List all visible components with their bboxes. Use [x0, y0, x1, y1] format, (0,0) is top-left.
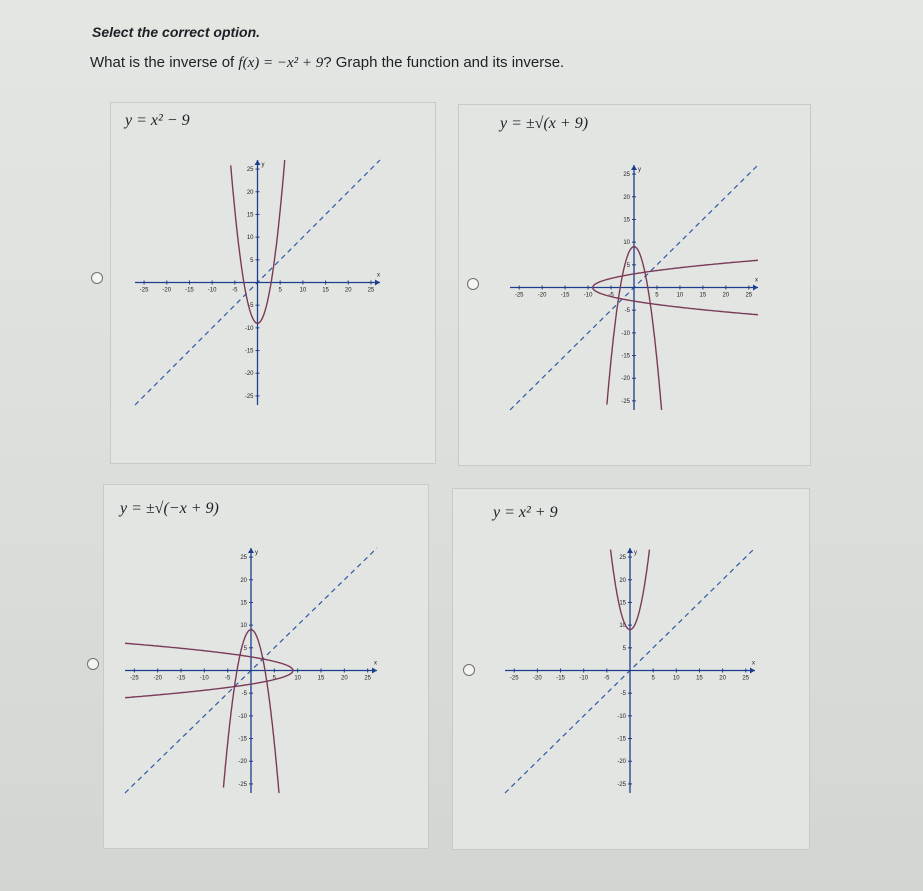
x-tick-label: 5 [272, 675, 277, 682]
y-tick-label: -5 [248, 303, 254, 310]
y-tick-label: -20 [244, 371, 254, 378]
option-a-equation: y = x² − 9 [125, 112, 190, 129]
x-tick-label: 10 [299, 287, 307, 294]
y-tick-label: 5 [250, 257, 254, 264]
y-tick-label: 15 [619, 600, 626, 607]
y-tick-label: -10 [238, 713, 247, 720]
y-tick-label: -5 [620, 691, 626, 698]
x-tick-label: 20 [722, 292, 730, 299]
option-d-equation: y = x² + 9 [493, 504, 558, 521]
option-c-radio[interactable] [87, 658, 99, 670]
x-tick-label: 25 [364, 675, 372, 682]
y-tick-label: 10 [623, 240, 630, 247]
x-tick-label: 10 [676, 292, 684, 299]
inverse-curve-upper [593, 260, 758, 287]
inverse-curve-upper [125, 643, 293, 670]
option-d-graph [505, 548, 755, 793]
y-tick-label: 15 [623, 217, 630, 224]
option-b-radio[interactable] [467, 278, 479, 290]
y-tick-label: 5 [622, 645, 626, 652]
x-tick-label: 15 [317, 675, 325, 682]
x-tick-label: 15 [699, 292, 707, 299]
x-tick-label: -15 [556, 675, 565, 682]
x-axis-label: x [752, 660, 755, 667]
x-tick-label: 25 [367, 287, 375, 294]
option-b-graph [510, 165, 758, 410]
y-tick-label: 20 [240, 577, 247, 584]
x-tick-label: 25 [745, 292, 753, 299]
y-axis-arrow [631, 165, 637, 170]
x-tick-label: 10 [672, 675, 680, 682]
y-tick-label: -25 [621, 398, 630, 405]
y-tick-label: 25 [246, 167, 254, 174]
y-axis-label: y [634, 550, 637, 556]
x-tick-label: -25 [514, 292, 524, 299]
y-tick-label: 20 [623, 194, 630, 201]
x-tick-label: -10 [199, 675, 209, 682]
x-tick-label: 25 [742, 675, 750, 682]
y-tick-label: 10 [619, 623, 626, 630]
option-c-graph [125, 548, 377, 793]
x-tick-label: 10 [294, 675, 302, 682]
y-tick-label: -25 [244, 393, 254, 400]
x-tick-label: 15 [696, 675, 703, 682]
x-tick-label: -25 [129, 675, 139, 682]
instruction: Select the correct option. [92, 24, 261, 40]
x-tick-label: -15 [560, 292, 570, 299]
y-tick-label: 25 [240, 555, 247, 562]
y-axis-label: y [261, 162, 265, 168]
x-tick-label: -25 [139, 287, 149, 294]
y-tick-label: -5 [624, 308, 630, 315]
x-tick-label: 5 [651, 675, 655, 682]
x-tick-label: 15 [322, 287, 329, 294]
x-tick-label: 5 [278, 287, 282, 294]
y-tick-label: -15 [244, 348, 254, 355]
y-axis-arrow [255, 160, 261, 165]
y-tick-label: 10 [240, 623, 247, 630]
x-tick-label: -5 [224, 675, 231, 682]
y-tick-label: -15 [238, 736, 247, 743]
x-tick-label: 20 [340, 675, 348, 682]
option-a-radio[interactable] [91, 272, 103, 284]
y-tick-label: 15 [240, 600, 247, 607]
y-tick-label: -10 [621, 330, 630, 337]
y-axis-arrow [627, 548, 633, 553]
question-text [90, 54, 564, 72]
y-tick-label: -10 [617, 713, 626, 720]
y-tick-label: 25 [623, 172, 630, 179]
option-a-graph [135, 160, 380, 405]
y-tick-label: -5 [241, 691, 247, 698]
y-tick-label: -25 [617, 781, 626, 788]
x-tick-label: -15 [176, 675, 186, 682]
question-function: f(x) = −x² + 9 [238, 55, 324, 71]
x-tick-label: -5 [608, 292, 614, 299]
x-tick-label: -20 [153, 675, 163, 682]
y-tick-label: -15 [617, 736, 626, 743]
x-tick-label: -20 [162, 287, 172, 294]
x-axis-label: x [377, 272, 380, 279]
x-tick-label: -20 [537, 292, 547, 299]
x-tick-label: 5 [655, 292, 659, 299]
question-suffix: ? Graph the function and its inverse. [323, 54, 565, 71]
x-axis-arrow [375, 280, 380, 286]
y-tick-label: -25 [238, 781, 247, 788]
x-tick-label: -5 [604, 675, 610, 682]
question-prefix: What is the inverse of [90, 54, 239, 71]
x-axis-label: x [755, 277, 758, 284]
x-axis-arrow [753, 285, 758, 291]
y-tick-label: -20 [617, 759, 626, 766]
x-tick-label: -25 [509, 675, 519, 682]
y-axis-arrow [248, 548, 254, 553]
option-c-equation: y = ±√(−x + 9) [120, 500, 219, 517]
y-tick-label: 5 [626, 262, 630, 269]
x-axis-label: x [374, 660, 377, 667]
y-axis-label: y [638, 167, 641, 173]
y-tick-label: -10 [244, 325, 254, 332]
x-axis-arrow [750, 668, 755, 674]
y-tick-label: 15 [246, 212, 254, 219]
y-axis-label: y [255, 550, 258, 556]
y-tick-label: 20 [246, 189, 254, 196]
option-b-equation: y = ±√(x + 9) [500, 115, 589, 132]
x-tick-label: 20 [719, 675, 726, 682]
y-tick-label: -20 [238, 759, 247, 766]
y-tick-label: -20 [621, 376, 630, 383]
x-axis-arrow [372, 668, 377, 674]
x-tick-label: -5 [232, 287, 238, 294]
y-tick-label: 10 [246, 235, 254, 242]
x-tick-label: -10 [579, 675, 589, 682]
x-tick-label: -10 [583, 292, 593, 299]
x-tick-label: -15 [185, 287, 194, 294]
y-tick-label: 25 [619, 555, 626, 562]
x-tick-label: 20 [344, 287, 352, 294]
y-tick-label: 5 [243, 645, 247, 652]
x-tick-label: -10 [207, 287, 217, 294]
x-tick-label: -20 [533, 675, 542, 682]
option-d-radio[interactable] [463, 664, 475, 676]
y-tick-label: -15 [621, 353, 630, 360]
y-tick-label: 20 [619, 577, 626, 584]
